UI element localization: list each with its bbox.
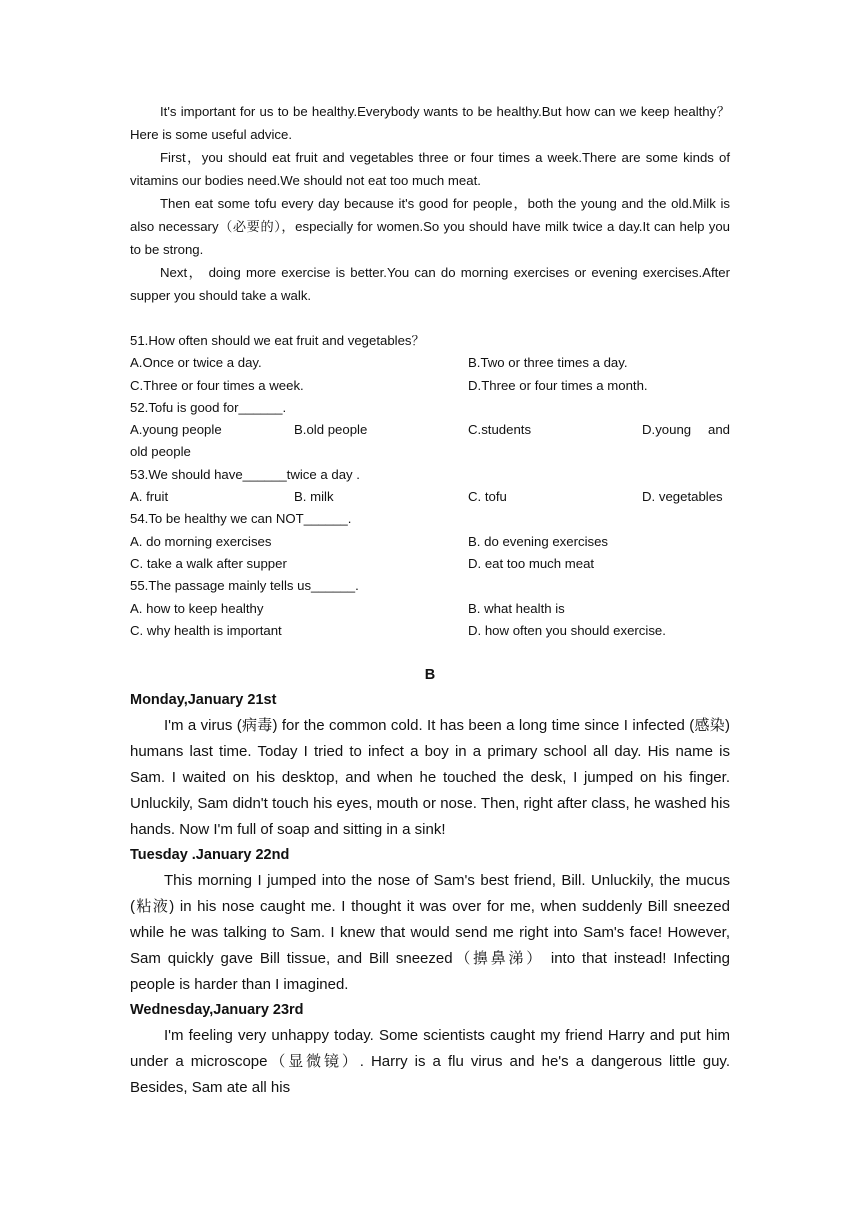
option-b: B. what health is [468,600,565,616]
option-c: C.students [468,422,532,438]
question-51-options [130,352,730,397]
question-52: 52.Tofu is good for______. [130,399,287,415]
entry-text: I'm a virus (病毒) for the common cold. It has been a long time since I infected (感染) humans last time. Today I tried to infect a boy in a primary school all day. His name is Sam. I waited on his desktop, and when he touched the desk, I jumped on his finger. Unluckily, Sam didn't touch his eyes, mouth or nose. Then, right after class, he washed his hands. Now I'm full of soap and sitting in a sink! [130,717,730,839]
entry-text: I'm feeling very unhappy today. Some scientists caught my friend Harry and put him under a microscope（显微镜）. Harry is a flu virus and he's a dangerous little guy. Besides, Sam ate all his [130,1027,730,1097]
option-d [642,419,730,441]
passage-a-paragraph-1: It's important for us to be healthy.Everybody wants to be healthy.But how can we keep healthy？Here is some useful advice. [130,104,730,142]
entry-date: Tuesday .January 22nd [130,847,290,864]
option-d: D.Three or four times a month. [468,377,648,393]
question-52-options [130,419,730,441]
question-53-options [130,486,730,508]
question-54: 54.To be healthy we can NOT______. [130,511,352,527]
entry-text: This morning I jumped into the nose of Sam's best friend, Bill. Unluckily, the mucus (粘液) in his nose caught me. I thought it was over for me, when suddenly Bill sneezed while he was talking to Sam. I knew that would send me right into Sam's face! However, Sam quickly gave Bill tissue, and Bill sneezed（擤鼻涕） into that instead! Infecting people is harder than I imagined. [130,872,730,994]
question-53: 53.We should have______twice a day . [130,466,360,482]
option-a: A. do morning exercises [130,533,272,549]
option-d-continued: old people [130,444,191,460]
option-d: D. eat too much meat [468,555,595,571]
option-b: B.Two or three times a day. [468,355,628,371]
option-b: B.old people [294,422,368,438]
option-a: A. fruit [130,489,169,505]
question-55-options [130,598,730,643]
question-54-options [130,531,730,576]
entry-date: Monday,January 21st [130,692,277,709]
option-d-word-2: and [707,422,730,438]
question-55: 55.The passage mainly tells us______. [130,578,359,594]
option-d: D. how often you should exercise. [468,622,666,638]
option-a: A. how to keep healthy [130,600,264,616]
option-d-word-1: D.young [642,422,692,438]
passage-a [130,100,730,307]
option-b: B. milk [294,489,334,505]
blank-line [130,307,730,330]
questions [130,330,730,642]
passage-a-paragraph-4: Next， doing more exercise is better.You can do morning exercises or evening exercises.After supper you should take a walk. [130,265,730,303]
entry-date: Wednesday,January 23rd [130,1002,304,1019]
option-c: C. why health is important [130,622,282,638]
option-a: A.Once or twice a day. [130,355,262,371]
option-b: B. do evening exercises [468,533,609,549]
option-a: A.young people [130,422,222,438]
option-c: C. take a walk after supper [130,555,287,571]
document-page [130,100,730,1101]
option-c: C. tofu [468,489,507,505]
section-title: B [424,667,436,684]
passage-b [130,662,730,1101]
question-51: 51.How often should we eat fruit and vegetables？ [130,333,425,348]
option-d: D. vegetables [642,489,723,505]
passage-a-paragraph-3: Then eat some tofu every day because it's good for people，both the young and the old.Milk is also necessary（必要的），especially for women.So you should have milk twice a day.It can help you to be strong. [130,196,730,257]
passage-a-paragraph-2: First，you should eat fruit and vegetables three or four times a week.There are some kinds of vitamins our bodies need.We should not eat too much meat. [130,150,730,188]
option-c: C.Three or four times a week. [130,377,304,393]
